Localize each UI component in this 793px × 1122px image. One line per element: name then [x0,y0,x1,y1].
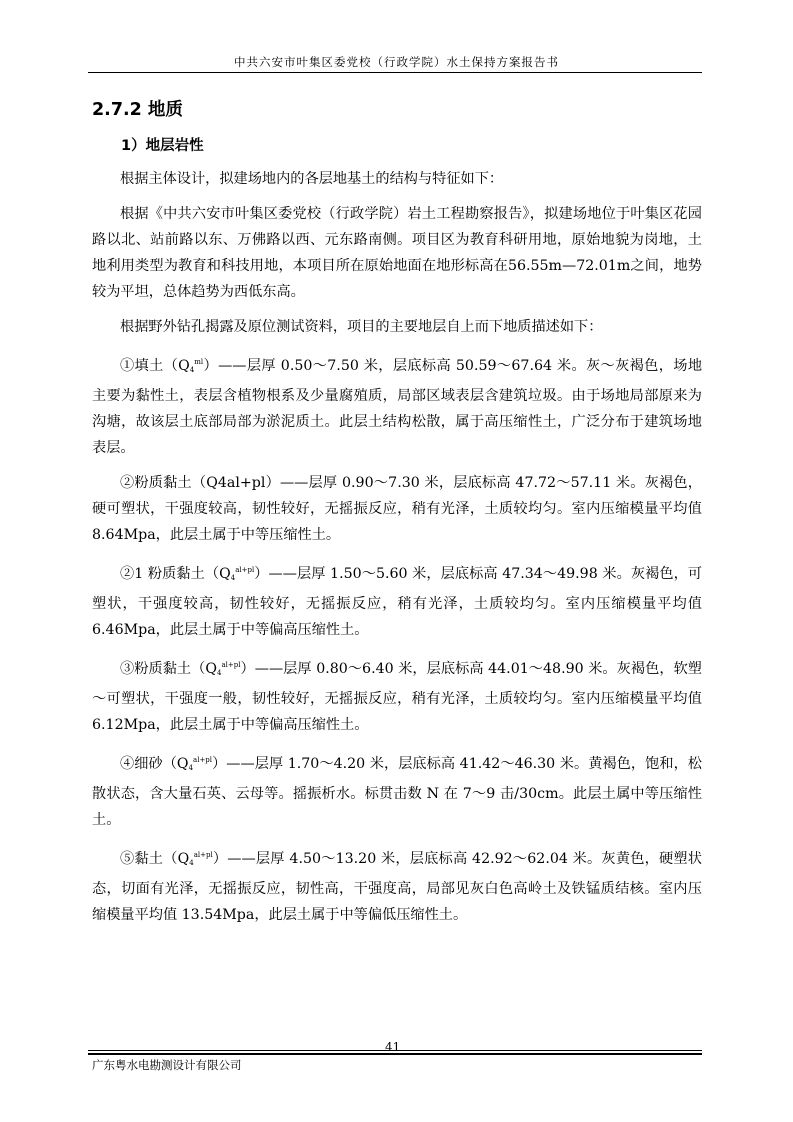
running-header: 中共六安市叶集区委党校（行政学院）水土保持方案报告书 [234,55,559,69]
paragraph-intro: 根据主体设计，拟建场地内的各层地基土的结构与特征如下： [120,171,504,187]
paragraph-layer-4: ④细砂$(Q_4^{al+pl})——$层厚 1.70～4.20 米，层底标高 41.42～46.30 米。黄褐色，饱和，松散状态，含大量石英、云母等。摇振析水。标贯击数 N 在 7～9 击/30cm。此层土属中等压缩性土。 [92,756,702,828]
footer-company: 广东粤水电勘测设计有限公司 [92,1058,242,1072]
paragraph-layer-3: ③粉质黏土$(Q_4^{al+pl})——$层厚 0.80～6.40 米，层底标高 44.01～48.90 米。灰褐色，软塑～可塑状，干强度一般，韧性较好，无摇振反应，稍有光泽，土质较均匀。室内压缩模量平均值 6.12Mpa，此层土属于中等偏高压缩性土。 [92,661,702,733]
sub-heading: 1）地层岩性 [121,138,204,154]
section-heading: 2.7.2 地质 [92,100,183,120]
paragraph-layer-1: ①填土$(Q_4^{ml})——$层厚 0.50～7.50 米，层底标高 50.59～67.64 米。灰～灰褐色，场地主要为黏性土，表层含植物根系及少量腐殖质，局部区域表层含建筑垃圾。由于场地局部原来为沟塘，故该层土底部局部为淤泥质土。此层土结构松散，属于高压缩性土，广泛分布于建筑场地表层。 [92,358,703,456]
body-text [92,166,702,928]
footer-rule [88,1050,702,1051]
page-number: 41 [385,1040,401,1054]
paragraph-layer-5: ⑤黏土$(Q_4^{al+pl})——$层厚 4.50～13.20 米，层底标高 42.92～62.04 米。灰黄色，硬塑状态，切面有光泽，无摇振反应，韧性高，干强度高，局部见灰白色高岭土及铁锰质结核。室内压缩模量平均值 13.54Mpa，此层土属于中等偏低压缩性土。 [92,851,702,923]
paragraph-layer-2: ②粉质黏土（Q4al+pl）——层厚 0.90～7.30 米，层底标高 47.72～57.11 米。灰褐色，硬可塑状，干强度较高，韧性较好，无摇振反应，稍有光泽，土质较均匀。室内压缩模量平均值 8.64Mpa，此层土属于中等压缩性土。 [92,475,702,543]
paragraph-survey: 根据野外钻孔揭露及原位测试资料，项目的主要地层自上而下地质描述如下： [120,319,603,335]
footer-rule-thick [88,1053,702,1055]
header-rule [88,72,702,73]
paragraph-layer-2-1: ②1 粉质黏土$(Q_4^{al+pl})——$层厚 1.50～5.60 米，层底标高 47.34～49.98 米。灰褐色，可塑状，干强度较高，韧性较好，无摇振反应，稍有光泽，土质较均匀。室内压缩模量平均值 6.46Mpa，此层土属于中等偏高压缩性土。 [92,566,703,638]
paragraph-report: 根据《中共六安市叶集区委党校（行政学院）岩土工程勘察报告》，拟建场地位于叶集区花园路以北、站前路以东、万佛路以西、元东路南侧。项目区为教育科研用地，原始地貌为岗地，土地利用类型为教育和科技用地，本项目所在原始地面在地形标高在56.55m—72.01m之间，地势较为平坦，总体趋势为西低东高。 [92,206,702,300]
